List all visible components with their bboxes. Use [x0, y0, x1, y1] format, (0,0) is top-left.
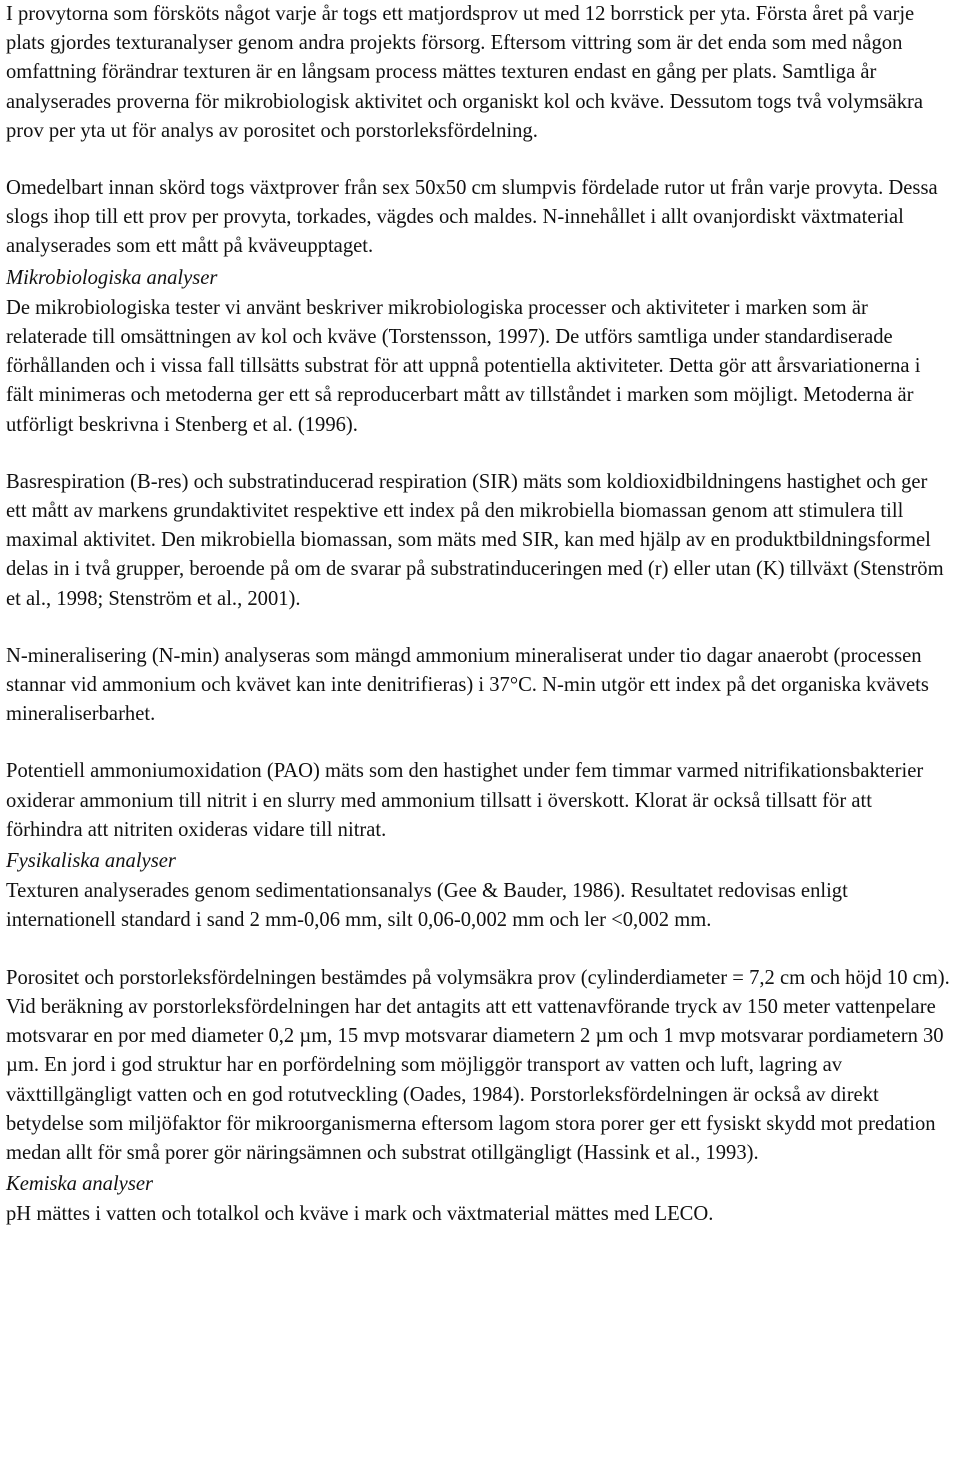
heading-microbiological-analyses: Mikrobiologiska analyser: [6, 266, 218, 289]
paragraph-texture: Texturen analyserades genom sedimentationsanalys (Gee & Bauder, 1986). Resultatet redovisas enligt internationell standard i sand 2 mm-0,06 mm, silt 0,06-0,002 mm och ler <0,002 mm.: [6, 880, 848, 932]
paragraph-respiration: Basrespiration (B-res) och substratinducerad respiration (SIR) mäts som koldioxidbildningens hastighet och ger ett mått av markens grundaktivitet respektive ett index på den mikrobiella biomassan genom att stimulera till maximal aktivitet. Den mikrobiella biomassan, som mäts med SIR, kan med hjälp av en produktbildningsformel delas in i två grupper, beroende på om de svarar på substratinduceringen med (r) eller utan (K) tillväxt (Stenström et al., 1998; Stenström et al., 2001).: [6, 470, 944, 610]
paragraph-plant-samples: Omedelbart innan skörd togs växtprover från sex 50x50 cm slumpvis fördelade rutor ut från varje provyta. Dessa slogs ihop till ett prov per provyta, torkades, vägdes och maldes. N-innehållet i allt ovanjordiskt växtmaterial analyserades som ett mått på kväveupptaget.: [6, 177, 938, 258]
paragraph-sampling: I provytorna som försköts något varje år togs ett matjordsprov ut med 12 borrstick per yta. Första året på varje plats gjordes texturanalyser genom andra projekts försorg. Eftersom vittring som är det enda som med någon omfattning förändrar texturen är en långsam process mättes texturen endast en gång per plats. Samtliga år analyserades proverna för mikrobiologisk aktivitet och organiskt kol och kväve. Dessutom togs två volymsäkra prov per yta ut för analys av porositet och porstorleksfördelning.: [6, 3, 923, 142]
document-page: [6, 0, 952, 1230]
heading-physical-analyses: Fysikaliska analyser: [6, 850, 176, 873]
paragraph-ph: pH mättes i vatten och totalkol och kväve i mark och växtmaterial mättes med LECO.: [6, 1203, 714, 1226]
paragraph-microbiological-tests: De mikrobiologiska tester vi använt beskriver mikrobiologiska processer och aktiviteter i marken som är relaterade till omsättningen av kol och kväve (Torstensson, 1997). De utförs samtliga under standardiserade förhållanden och i vissa fall tillsätts substrat för att uppnå potentiella aktiviteter. Detta gör att årsvariationerna i fält minimeras och metoderna ger ett så reproducerbart mått av tillståndet i marken som möjligt. Metoderna är utförligt beskrivna i Stenberg et al. (1996).: [6, 296, 921, 436]
paragraph-porosity: Porositet och porstorleksfördelningen bestämdes på volymsäkra prov (cylinderdiameter = 7,2 cm och höjd 10 cm). Vid beräkning av porstorleksfördelningen har det antagits att ett vattenavförande tryck av 150 meter vattenpelare motsvarar en por med diameter 0,2 µm, 15 mvp motsvarar diametern 2 µm och 1 mvp motsvarar pordiametern 30 µm. En jord i god struktur har en porfördelning som möjliggör transport av vatten och luft, lagring av växttillgängligt vatten och en god rotutveckling (Oades, 1984). Porstorleksfördelningen är också av direkt betydelse som miljöfaktor för mikroorganismerna eftersom lagom stora porer ger ett fysiskt skydd mot predation medan allt för små porer gör näringsämnen och substrat otillgängligt (Hassink et al., 1993).: [6, 966, 950, 1164]
paragraph-ammonium-oxidation: Potentiell ammoniumoxidation (PAO) mäts som den hastighet under fem timmar varmed nitrifikationsbakterier oxiderar ammonium till nitrit i en slurry med ammonium tillsatt i överskott. Klorat är också tillsatt för att förhindra att nitriten oxideras vidare till nitrat.: [6, 760, 924, 841]
paragraph-n-mineralisation: N-mineralisering (N-min) analyseras som mängd ammonium mineraliserat under tio dagar anaerobt (processen stannar vid ammonium och kvävet kan inte denitrifieras) i 37°C. N-min utgör ett index på det organiska kvävets mineraliserbarhet.: [6, 644, 929, 726]
heading-chemical-analyses: Kemiska analyser: [6, 1173, 153, 1196]
